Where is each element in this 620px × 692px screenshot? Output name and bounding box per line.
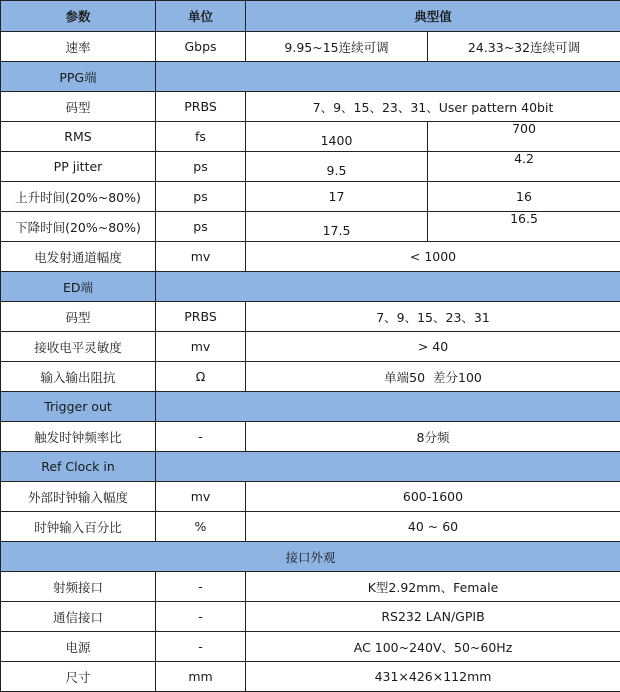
row-iface-power bbox=[1, 632, 620, 662]
row-ed-impedance bbox=[1, 362, 620, 392]
row-trigger-ratio bbox=[1, 422, 620, 452]
value-text: 9.5 bbox=[246, 163, 427, 178]
param-cell: 速率 bbox=[1, 32, 156, 62]
value-cell-1: 9.95~15连续可调 bbox=[246, 32, 428, 62]
unit-cell: - bbox=[156, 632, 246, 662]
header-row bbox=[1, 1, 620, 32]
value-cell-2 bbox=[428, 212, 620, 242]
param-cell: 时钟输入百分比 bbox=[1, 512, 156, 542]
section-refclk bbox=[1, 452, 620, 482]
row-ppg-fall bbox=[1, 212, 620, 242]
section-iface bbox=[1, 542, 620, 572]
section-trigger bbox=[1, 392, 620, 422]
value-cell: K型2.92mm、Female bbox=[246, 572, 620, 602]
unit-cell: - bbox=[156, 602, 246, 632]
unit-cell: mv bbox=[156, 242, 246, 272]
unit-cell: Gbps bbox=[156, 32, 246, 62]
unit-cell: - bbox=[156, 572, 246, 602]
value-cell: AC 100~240V、50~60Hz bbox=[246, 632, 620, 662]
value-text: 4.2 bbox=[428, 152, 620, 167]
param-cell: 触发时钟频率比 bbox=[1, 422, 156, 452]
unit-cell: PRBS bbox=[156, 92, 246, 122]
section-title: 接口外观 bbox=[1, 542, 620, 572]
row-ppg-rise bbox=[1, 182, 620, 212]
header-param: 参数 bbox=[1, 1, 156, 32]
param-cell: 尺寸 bbox=[1, 662, 156, 692]
value-cell: < 1000 bbox=[246, 242, 620, 272]
value-cell: 单端50 差分100 bbox=[246, 362, 620, 392]
row-ppg-pattern bbox=[1, 92, 620, 122]
unit-cell: PRBS bbox=[156, 302, 246, 332]
param-cell: 下降时间(20%~80%) bbox=[1, 212, 156, 242]
value-cell-2 bbox=[428, 152, 620, 182]
header-typical: 典型值 bbox=[246, 1, 620, 32]
value-cell-1 bbox=[246, 122, 428, 152]
value-cell: RS232 LAN/GPIB bbox=[246, 602, 620, 632]
value-cell-2: 24.33~32连续可调 bbox=[428, 32, 620, 62]
value-cell: > 40 bbox=[246, 332, 620, 362]
value-cell-1 bbox=[246, 152, 428, 182]
row-ed-sensitivity bbox=[1, 332, 620, 362]
row-ppg-ppjitter bbox=[1, 152, 620, 182]
row-ppg-amp bbox=[1, 242, 620, 272]
param-cell: 电源 bbox=[1, 632, 156, 662]
unit-cell: ps bbox=[156, 212, 246, 242]
section-ed bbox=[1, 272, 620, 302]
param-cell: 通信接口 bbox=[1, 602, 156, 632]
row-rate bbox=[1, 32, 620, 62]
section-title: Trigger out bbox=[1, 392, 156, 422]
row-ppg-rms bbox=[1, 122, 620, 152]
section-ppg bbox=[1, 62, 620, 92]
value-text: 17.5 bbox=[246, 223, 427, 238]
value-cell: 600-1600 bbox=[246, 482, 620, 512]
row-refclk-amp bbox=[1, 482, 620, 512]
unit-cell: mv bbox=[156, 332, 246, 362]
section-title: Ref Clock in bbox=[1, 452, 156, 482]
unit-cell: Ω bbox=[156, 362, 246, 392]
value-cell-1: 17 bbox=[246, 182, 428, 212]
unit-cell: fs bbox=[156, 122, 246, 152]
section-fill bbox=[156, 272, 620, 302]
section-fill bbox=[156, 392, 620, 422]
value-cell: 431×426×112mm bbox=[246, 662, 620, 692]
section-fill bbox=[156, 452, 620, 482]
section-title: ED端 bbox=[1, 272, 156, 302]
value-cell-1 bbox=[246, 212, 428, 242]
param-cell: PP jitter bbox=[1, 152, 156, 182]
value-cell: 40 ~ 60 bbox=[246, 512, 620, 542]
param-cell: 输入输出阻抗 bbox=[1, 362, 156, 392]
unit-cell: mm bbox=[156, 662, 246, 692]
header-unit: 单位 bbox=[156, 1, 246, 32]
value-cell-2: 16 bbox=[428, 182, 620, 212]
value-cell: 8分频 bbox=[246, 422, 620, 452]
param-cell: 接收电平灵敏度 bbox=[1, 332, 156, 362]
value-cell-2 bbox=[428, 122, 620, 152]
unit-cell: mv bbox=[156, 482, 246, 512]
section-title: PPG端 bbox=[1, 62, 156, 92]
param-cell: 码型 bbox=[1, 302, 156, 332]
value-text: 1400 bbox=[246, 133, 427, 148]
param-cell: RMS bbox=[1, 122, 156, 152]
unit-cell: % bbox=[156, 512, 246, 542]
param-cell: 射频接口 bbox=[1, 572, 156, 602]
param-cell: 电发射通道幅度 bbox=[1, 242, 156, 272]
row-refclk-duty bbox=[1, 512, 620, 542]
value-cell: 7、9、15、23、31、User pattern 40bit bbox=[246, 92, 620, 122]
value-text: 16.5 bbox=[428, 212, 620, 227]
param-cell: 码型 bbox=[1, 92, 156, 122]
row-iface-size bbox=[1, 662, 620, 692]
unit-cell: ps bbox=[156, 182, 246, 212]
row-iface-comm bbox=[1, 602, 620, 632]
unit-cell: ps bbox=[156, 152, 246, 182]
row-ed-pattern bbox=[1, 302, 620, 332]
param-cell: 外部时钟输入幅度 bbox=[1, 482, 156, 512]
value-cell: 7、9、15、23、31 bbox=[246, 302, 620, 332]
section-fill bbox=[156, 62, 620, 92]
row-iface-rf bbox=[1, 572, 620, 602]
value-text: 700 bbox=[428, 122, 620, 137]
unit-cell: - bbox=[156, 422, 246, 452]
param-cell: 上升时间(20%~80%) bbox=[1, 182, 156, 212]
